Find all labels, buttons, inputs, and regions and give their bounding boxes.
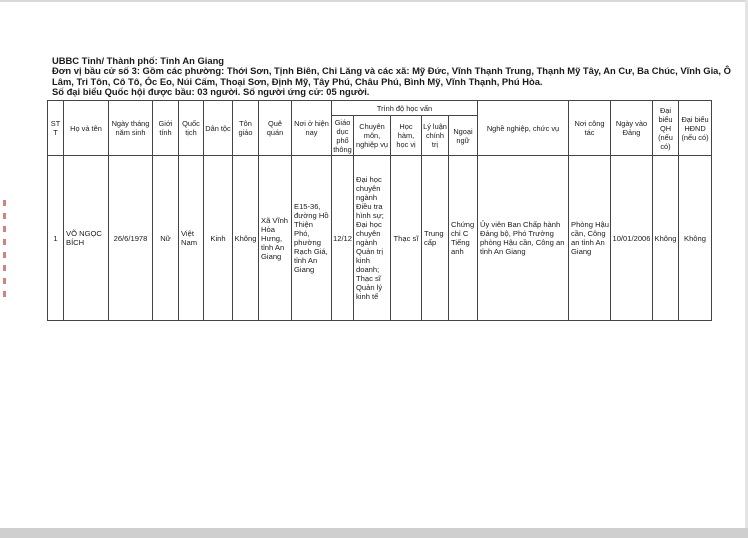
cell-name: VÕ NGỌC BÍCH: [64, 156, 109, 321]
education-group-header: Trình độ học vấn: [332, 101, 478, 116]
cell-party-date: 10/01/2006: [611, 156, 653, 321]
cell-occupation: Ủy viên Ban Chấp hành Đảng bộ, Phó Trưởng phòng Hậu cần, Công an tỉnh An Giang: [478, 156, 569, 321]
col-na-delegate-header: Đại biểu QH (nếu có): [653, 101, 679, 156]
col-name-header: Họ và tên: [64, 101, 109, 156]
col-religion-header: Tôn giáo: [233, 101, 259, 156]
cell-residence: E15-36, đường Hồ Thiện Phó, phường Rạch Giá, tỉnh An Giang: [292, 156, 332, 321]
cell-general-edu: 12/12: [332, 156, 354, 321]
col-ethnicity-header: Dân tộc: [204, 101, 233, 156]
document-header: [52, 56, 742, 97]
cell-academic-title: Thạc sĩ: [391, 156, 422, 321]
col-hometown-header: Quê quán: [259, 101, 292, 156]
col-nationality-header: Quốc tịch: [179, 101, 204, 156]
cell-pc-delegate: Không: [679, 156, 712, 321]
scan-edge-top: [0, 0, 748, 2]
col-residence-header: Nơi ở hiện nay: [292, 101, 332, 156]
cell-hometown: Xã Vĩnh Hòa Hưng, tỉnh An Giang: [259, 156, 292, 321]
col-stt-header: STT: [48, 101, 64, 156]
col-specialty-header: Chuyên môn, nghiệp vụ: [354, 116, 391, 156]
council-line: UBBC Tỉnh/ Thành phố: Tỉnh An Giang: [52, 55, 225, 66]
col-gender-header: Giới tính: [153, 101, 179, 156]
table-row: [48, 156, 712, 321]
col-party-date-header: Ngày vào Đảng: [611, 101, 653, 156]
col-foreign-language-header: Ngoại ngữ: [449, 116, 478, 156]
cell-foreign-language: Chứng chỉ C Tiếng anh: [449, 156, 478, 321]
col-academic-title-header: Học hàm, học vị: [391, 116, 422, 156]
col-workplace-header: Nơi công tác: [569, 101, 611, 156]
cell-political-theory: Trung cấp: [422, 156, 449, 321]
constituency-line: Đơn vị bầu cử số 3: Gồm các phường: Thới Sơn, Tịnh Biên, Chi Lăng và các xã: Mỹ Đức, Vĩnh Thạnh Trung, Thạnh Mỹ Tây, An Cư, Ba Chúc, Vĩnh Gia, Ô Lâm, Tri Tôn, Cô Tô, Óc Eo, Núi Cấm, Thoại Sơn, Định Mỹ, Tây Phú, Châu Phú, Bình Mỹ, Vĩnh Thạnh, Phú Hòa.: [52, 65, 731, 87]
col-general-edu-header: Giáo dục phổ thông: [333, 117, 352, 154]
col-dob-header: Ngày tháng năm sinh: [109, 101, 153, 156]
cell-gender: Nữ: [153, 156, 179, 321]
delegate-count-line: Số đại biểu Quốc hội được bầu: 03 người. Số người ứng cử: 05 người.: [52, 85, 370, 97]
candidate-table: [47, 100, 712, 321]
col-political-theory-header: Lý luận chính trị: [422, 116, 449, 156]
scan-edge-bottom: [0, 528, 748, 538]
cell-ethnicity: Kinh: [204, 156, 233, 321]
cell-stt: 1: [48, 156, 64, 321]
cell-specialty: Đại học chuyên ngành Điều tra hình sự; Đại học chuyên ngành Quản trị kinh doanh; Thạc sĩ Quản lý kinh tế: [354, 156, 391, 321]
cell-nationality: Việt Nam: [179, 156, 204, 321]
cell-dob: 26/6/1978: [109, 156, 153, 321]
col-occupation-header: Nghề nghiệp, chức vụ: [478, 101, 569, 156]
cell-na-delegate: Không: [653, 156, 679, 321]
cell-workplace: Phòng Hậu cần, Công an tỉnh An Giang: [569, 156, 611, 321]
ink-bleed-marks: [2, 200, 8, 320]
col-pc-delegate-header: Đại biểu HĐND (nếu có): [679, 101, 712, 156]
cell-religion: Không: [233, 156, 259, 321]
